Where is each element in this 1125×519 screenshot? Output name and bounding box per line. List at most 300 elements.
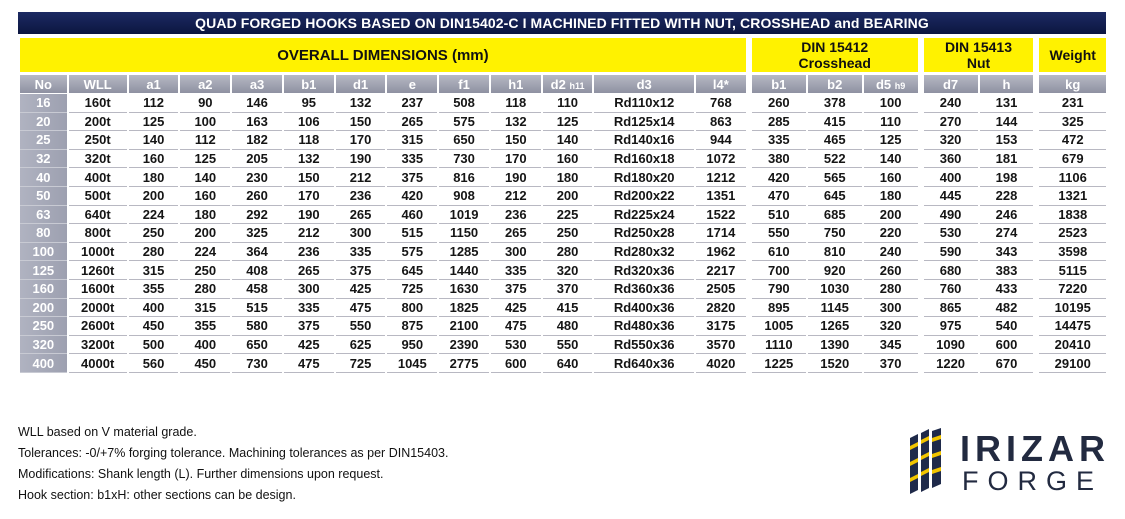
table-cell: 200t [69,113,127,132]
table-cell: 260 [232,187,282,206]
table-cell: 160 [180,187,230,206]
table-cell: 2505 [696,280,746,299]
table-cell: 274 [980,224,1034,243]
table-cell: 508 [439,94,489,113]
table-cell: Rd400x36 [594,299,694,318]
table-row [20,243,1106,262]
table-cell: 3598 [1039,243,1106,262]
table-cell: 425 [491,299,541,318]
table-cell: 315 [180,299,230,318]
table-cell: 510 [752,206,806,225]
column-gap [748,299,750,318]
table-cell: 146 [232,94,282,113]
column-gap [920,280,922,299]
column-gap [748,168,750,187]
table-cell: 118 [491,94,541,113]
table-cell: 810 [808,243,862,262]
table-cell: 1030 [808,280,862,299]
table-cell: 200 [129,187,179,206]
table-cell: 565 [808,168,862,187]
table-cell: 375 [491,280,541,299]
table-cell: 335 [491,261,541,280]
column-gap [920,299,922,318]
column-gap [748,280,750,299]
col-header-wll: WLL [69,75,127,94]
table-cell: 345 [864,336,918,355]
table-cell: 265 [491,224,541,243]
column-gap [748,336,750,355]
table-cell: 237 [387,94,437,113]
table-cell: 150 [491,131,541,150]
table-cell: 670 [980,354,1034,373]
table-cell: 790 [752,280,806,299]
table-cell: 150 [336,113,386,132]
table-cell: 325 [1039,113,1106,132]
table-cell: 160 [543,150,593,169]
column-gap [920,317,922,336]
table-cell: Rd360x36 [594,280,694,299]
table-cell: 125 [129,113,179,132]
table-cell: 750 [808,224,862,243]
table-cell: 1390 [808,336,862,355]
table-cell: 375 [336,261,386,280]
table-cell: 10195 [1039,299,1106,318]
table-cell: 180 [180,206,230,225]
table-cell: 1150 [439,224,489,243]
table-cell: 190 [284,206,334,225]
row-number-cell: 80 [20,224,67,243]
table-cell: 415 [543,299,593,318]
column-gap [1035,113,1037,132]
table-cell: 950 [387,336,437,355]
col-header-f1: f1 [439,75,489,94]
table-cell: 360 [924,150,978,169]
row-number-cell: 160 [20,280,67,299]
table-cell: 475 [491,317,541,336]
table-cell: 140 [864,150,918,169]
crosshead-label: Crosshead [798,55,871,71]
row-number-cell: 20 [20,113,67,132]
table-cell: 236 [284,243,334,262]
table-row [20,113,1106,132]
table-cell: 200 [864,206,918,225]
table-cell: 375 [284,317,334,336]
col-header-crosshead-b2: b2 [808,75,862,94]
column-gap [920,187,922,206]
irizar-forge-logo [908,426,1110,498]
table-cell: 1321 [1039,187,1106,206]
column-gap [920,113,922,132]
table-cell: 550 [336,317,386,336]
table-cell: 530 [491,336,541,355]
table-row [20,224,1106,243]
col-header-l4: l4* [696,75,746,94]
table-cell: 3570 [696,336,746,355]
table-cell: 300 [491,243,541,262]
nut-label: Nut [966,55,991,71]
table-cell: 2775 [439,354,489,373]
group-din15412-crosshead [752,38,918,75]
table-cell: 895 [752,299,806,318]
table-cell: 315 [387,131,437,150]
table-cell: Rd480x36 [594,317,694,336]
col-header-d5 [864,75,918,94]
table-cell: 224 [129,206,179,225]
table-cell: 1110 [752,336,806,355]
table-cell: 20410 [1039,336,1106,355]
table-cell: 515 [232,299,282,318]
table-cell: 364 [232,243,282,262]
table-cell: 250 [180,261,230,280]
table-cell: 400t [69,168,127,187]
note-wll: WLL based on V material grade. [18,425,197,439]
table-cell: 420 [752,168,806,187]
table-cell: 1440 [439,261,489,280]
table-cell: Rd280x32 [594,243,694,262]
table-cell: 600 [491,354,541,373]
table-row [20,206,1106,225]
table-cell: 236 [491,206,541,225]
table-cell: 265 [284,261,334,280]
table-cell: Rd140x16 [594,131,694,150]
table-cell: 475 [284,354,334,373]
table-cell: 685 [808,206,862,225]
table-cell: 408 [232,261,282,280]
table-cell: 231 [1039,94,1106,113]
table-cell: 1522 [696,206,746,225]
table-cell: 445 [924,187,978,206]
table-cell: 200 [543,187,593,206]
table-cell: 7220 [1039,280,1106,299]
col-header-a2: a2 [180,75,230,94]
table-cell: 1000t [69,243,127,262]
row-number-cell: 63 [20,206,67,225]
table-cell: 112 [129,94,179,113]
table-row [20,336,1106,355]
table-cell: 730 [439,150,489,169]
column-gap [748,261,750,280]
col-header-a1: a1 [129,75,179,94]
table-title-banner: QUAD FORGED HOOKS BASED ON DIN15402-C I MACHINED FITTED WITH NUT, CROSSHEAD and BEARING [18,12,1106,34]
table-cell: 240 [924,94,978,113]
table-cell: 335 [752,131,806,150]
table-cell: 225 [543,206,593,225]
column-gap [748,354,750,373]
column-gap [920,261,922,280]
table-cell: 29100 [1039,354,1106,373]
table-cell: 230 [232,168,282,187]
table-cell: 730 [232,354,282,373]
table-cell: 320 [543,261,593,280]
table-cell: 170 [336,131,386,150]
table-cell: 125 [180,150,230,169]
table-cell: 224 [180,243,230,262]
column-gap [1035,299,1037,318]
table-cell: 132 [491,113,541,132]
table-cell: 1838 [1039,206,1106,225]
table-cell: 875 [387,317,437,336]
table-cell: 383 [980,261,1034,280]
col-header-no: No [20,75,67,94]
table-cell: Rd320x36 [594,261,694,280]
table-cell: 220 [864,224,918,243]
row-number-cell: 320 [20,336,67,355]
table-cell: 415 [808,113,862,132]
column-gap [748,150,750,169]
table-cell: 190 [336,150,386,169]
table-cell: 118 [284,131,334,150]
row-number-cell: 50 [20,187,67,206]
table-cell: 250 [129,224,179,243]
table-cell: 450 [129,317,179,336]
logo-word-forge: FORGE [962,466,1104,496]
row-number-cell: 200 [20,299,67,318]
nut-standard: DIN 15413 [945,39,1012,55]
table-cell: 768 [696,94,746,113]
table-cell: 2000t [69,299,127,318]
table-cell: 280 [129,243,179,262]
table-cell: 300 [284,280,334,299]
table-cell: 140 [180,168,230,187]
table-cell: 1351 [696,187,746,206]
table-cell: 550 [752,224,806,243]
table-cell: 140 [129,131,179,150]
column-gap [1035,187,1037,206]
table-cell: 265 [387,113,437,132]
table-cell: 125 [864,131,918,150]
table-cell: Rd225x24 [594,206,694,225]
table-cell: 144 [980,113,1034,132]
column-gap [1035,150,1037,169]
table-cell: 270 [924,113,978,132]
group-overall-dimensions: OVERALL DIMENSIONS (mm) [20,38,746,75]
table-cell: 198 [980,168,1034,187]
table-cell: 575 [387,243,437,262]
table-cell: 1285 [439,243,489,262]
footnotes [18,422,448,506]
table-cell: 2100 [439,317,489,336]
table-cell: 140 [543,131,593,150]
table-cell: 182 [232,131,282,150]
table-cell: 240 [864,243,918,262]
table-cell: Rd640x36 [594,354,694,373]
table-cell: 343 [980,243,1034,262]
column-gap [920,206,922,225]
column-gap [920,354,922,373]
table-cell: 110 [543,94,593,113]
table-cell: 800 [387,299,437,318]
table-cell: 325 [232,224,282,243]
table-cell: 300 [336,224,386,243]
row-number-cell: 32 [20,150,67,169]
table-cell: 500 [129,336,179,355]
table-cell: 200 [180,224,230,243]
row-number-cell: 400 [20,354,67,373]
col-header-b1: b1 [284,75,334,94]
table-cell: 300 [864,299,918,318]
d2-tolerance: h11 [569,80,585,91]
column-gap [1035,131,1037,150]
table-row [20,187,1106,206]
table-cell: 425 [284,336,334,355]
logo-word-irizar: IRIZAR [960,428,1110,469]
table-cell: 1106 [1039,168,1106,187]
table-cell: 680 [924,261,978,280]
column-gap [920,131,922,150]
table-cell: 212 [284,224,334,243]
column-gap [1035,243,1037,262]
table-cell: 1630 [439,280,489,299]
table-cell: 260 [752,94,806,113]
table-cell: 131 [980,94,1034,113]
table-cell: 1045 [387,354,437,373]
table-cell: 590 [924,243,978,262]
table-cell: 236 [336,187,386,206]
table-cell: 1225 [752,354,806,373]
col-header-h: h [980,75,1034,94]
table-cell: 650 [439,131,489,150]
row-number-cell: 125 [20,261,67,280]
table-cell: 265 [336,206,386,225]
crosshead-standard: DIN 15412 [801,39,869,55]
table-cell: 515 [387,224,437,243]
column-gap [920,150,922,169]
table-cell: 472 [1039,131,1106,150]
table-cell: 170 [491,150,541,169]
d5-tolerance: h9 [894,80,906,91]
table-row [20,94,1106,113]
table-cell: 285 [752,113,806,132]
table-cell: Rd180x20 [594,168,694,187]
table-cell: 14475 [1039,317,1106,336]
table-cell: Rd250x28 [594,224,694,243]
table-cell: 100 [864,94,918,113]
table-cell: 550 [543,336,593,355]
column-gap [748,113,750,132]
table-cell: 335 [336,243,386,262]
group-din15413-nut [924,38,1034,75]
irizar-logo-mark-icon [908,428,944,496]
table-cell: 2820 [696,299,746,318]
table-cell: 320 [924,131,978,150]
table-cell: 500t [69,187,127,206]
table-cell: 90 [180,94,230,113]
col-header-h1: h1 [491,75,541,94]
table-cell: 475 [336,299,386,318]
table-cell: 640t [69,206,127,225]
table-cell: 1090 [924,336,978,355]
table-cell: 190 [491,168,541,187]
table-cell: 1600t [69,280,127,299]
column-gap [1035,168,1037,187]
table-cell: 125 [543,113,593,132]
table-cell: Rd200x22 [594,187,694,206]
col-header-d2 [543,75,593,94]
table-cell: 160 [864,168,918,187]
table-cell: Rd160x18 [594,150,694,169]
column-gap [748,187,750,206]
table-cell: 580 [232,317,282,336]
table-cell: 480 [543,317,593,336]
col-header-crosshead-b1: b1 [752,75,806,94]
table-cell: 1005 [752,317,806,336]
table-cell: 378 [808,94,862,113]
table-cell: 170 [284,187,334,206]
table-cell: 460 [387,206,437,225]
column-gap [1035,224,1037,243]
table-cell: 458 [232,280,282,299]
table-cell: 112 [180,131,230,150]
table-cell: 292 [232,206,282,225]
table-cell: 181 [980,150,1034,169]
column-gap [748,94,750,113]
table-row [20,150,1106,169]
table-cell: 212 [491,187,541,206]
table-cell: 1260t [69,261,127,280]
table-cell: 160 [129,150,179,169]
table-cell: 800t [69,224,127,243]
col-header-d7: d7 [924,75,978,94]
table-cell: 106 [284,113,334,132]
table-cell: 1212 [696,168,746,187]
table-cell: 1962 [696,243,746,262]
column-gap [920,224,922,243]
table-cell: Rd110x12 [594,94,694,113]
table-cell: 725 [336,354,386,373]
table-row [20,131,1106,150]
table-cell: 335 [387,150,437,169]
table-cell: 355 [129,280,179,299]
table-cell: 490 [924,206,978,225]
table-cell: 920 [808,261,862,280]
table-cell: 4000t [69,354,127,373]
table-cell: 260 [864,261,918,280]
col-header-kg: kg [1039,75,1106,94]
column-gap [748,131,750,150]
table-cell: 315 [129,261,179,280]
table-cell: 132 [284,150,334,169]
row-number-cell: 16 [20,94,67,113]
table-cell: 1265 [808,317,862,336]
table-cell: 355 [180,317,230,336]
table-cell: 246 [980,206,1034,225]
table-cell: 700 [752,261,806,280]
table-cell: 645 [387,261,437,280]
table-cell: 400 [129,299,179,318]
table-cell: 1825 [439,299,489,318]
table-row [20,299,1106,318]
table-cell: 250t [69,131,127,150]
table-cell: 180 [129,168,179,187]
row-number-cell: 100 [20,243,67,262]
table-cell: 2217 [696,261,746,280]
note-hook-section: Hook section: b1xH: other sections can be design. [18,488,296,502]
column-gap [748,243,750,262]
table-cell: 3200t [69,336,127,355]
table-cell: 250 [543,224,593,243]
table-cell: 1520 [808,354,862,373]
table-cell: 865 [924,299,978,318]
col-header-a3: a3 [232,75,282,94]
note-modifications: Modifications: Shank length (L). Further dimensions upon request. [18,467,384,481]
column-gap [748,224,750,243]
row-number-cell: 25 [20,131,67,150]
table-cell: 540 [980,317,1034,336]
table-cell: 725 [387,280,437,299]
d2-label: d2 [550,76,566,92]
table-cell: 400 [180,336,230,355]
table-cell: 450 [180,354,230,373]
